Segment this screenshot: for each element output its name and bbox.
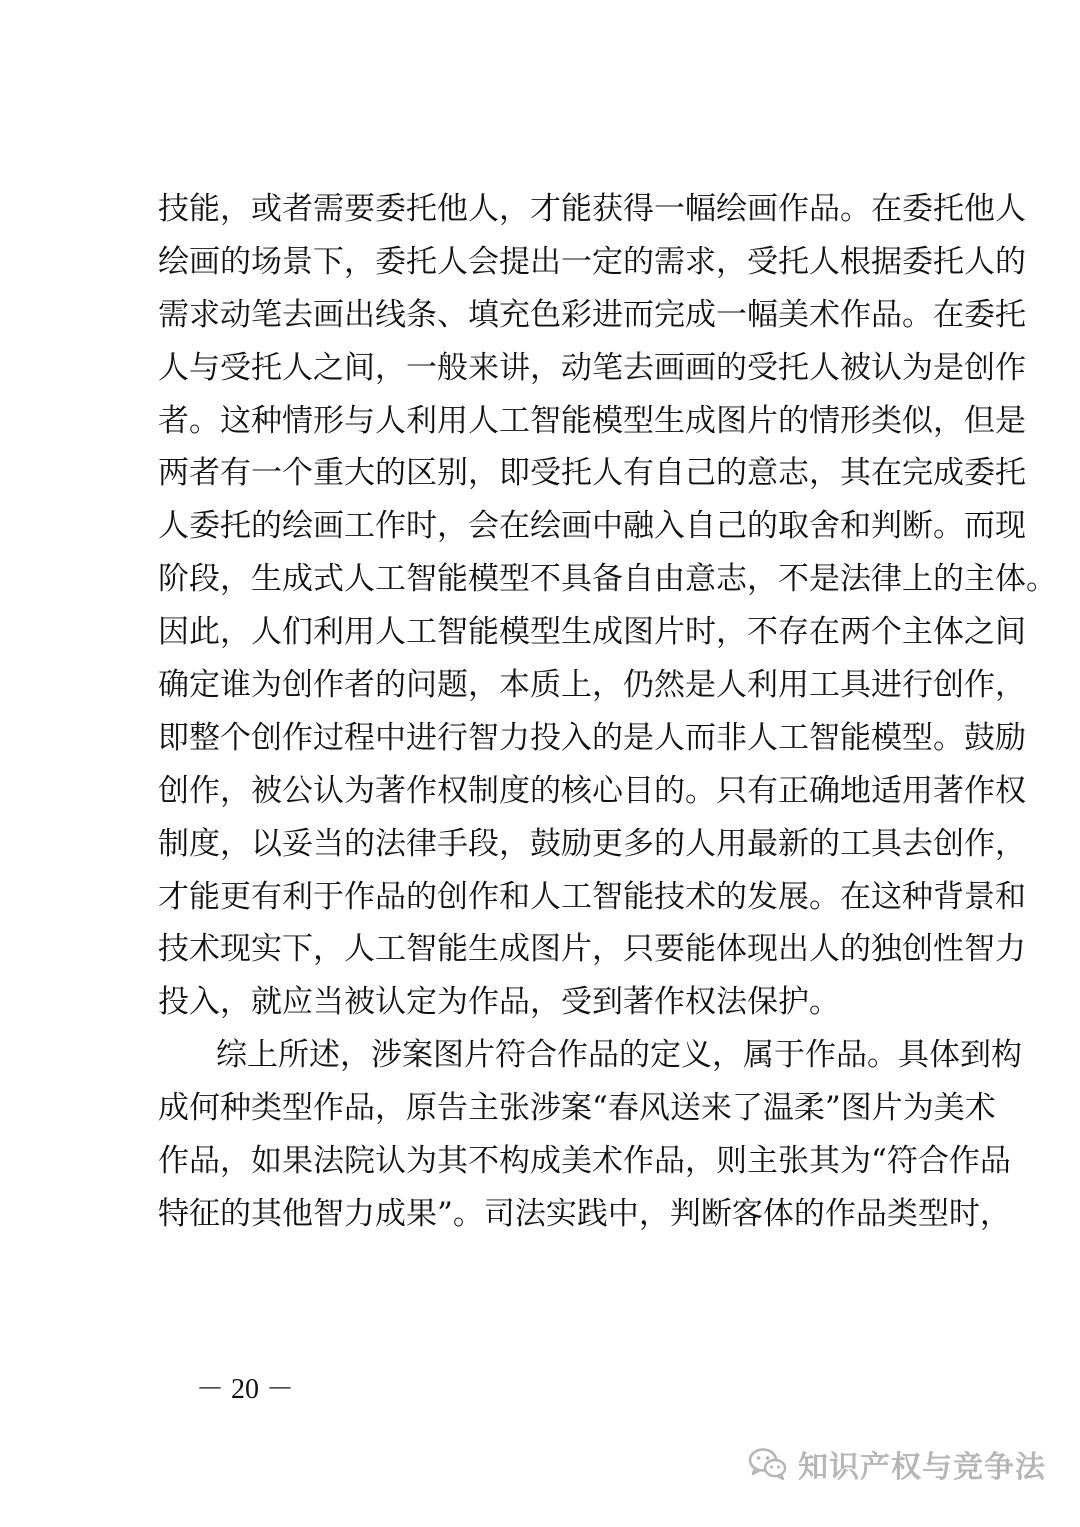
text-line: 人委托的绘画工作时，会在绘画中融入自己的取舍和判断。而现: [158, 508, 1026, 545]
text-line: 作品，如果法院认为其不构成美术作品，则主张其为“符合作品: [158, 1143, 1011, 1180]
text-line: 阶段，生成式人工智能模型不具备自由意志，不是法律上的主体。: [158, 561, 1057, 598]
page-number: － 20 －: [196, 1374, 295, 1405]
text-line: 者。这种情形与人利用人工智能模型生成图片的情形类似，但是: [158, 402, 1026, 439]
text-line: 技能，或者需要委托他人，才能获得一幅绘画作品。在委托他人: [158, 191, 1026, 227]
paragraph-first-line: 综上所述，涉案图片符合作品的定义，属于作品。具体到构: [216, 1037, 1022, 1074]
watermark: [748, 1440, 1046, 1488]
text-line: 特征的其他智力成果”。司法实践中，判断客体的作品类型时，: [158, 1195, 1011, 1232]
watermark-text: 知识产权与竞争法: [798, 1450, 1046, 1485]
wechat-icon: [748, 1447, 788, 1481]
text-line: 需求动笔去画出线条、填充色彩进而完成一幅美术作品。在委托: [158, 296, 1026, 333]
text-line: 技术现实下，人工智能生成图片，只要能体现出人的独创性智力: [158, 931, 1026, 968]
text-line: 制度，以妥当的法律手段，鼓励更多的人用最新的工具去创作，: [158, 825, 1026, 862]
text-line: 即整个创作过程中进行智力投入的是人而非人工智能模型。鼓励: [158, 719, 1026, 756]
text-line: 确定谁为创作者的问题，本质上，仍然是人利用工具进行创作，: [158, 667, 1026, 704]
text-line: 创作，被公认为著作权制度的核心目的。只有正确地适用著作权: [158, 772, 1026, 809]
body-text: [158, 183, 1057, 1241]
text-line: 才能更有利于作品的创作和人工智能技术的发展。在这种背景和: [158, 878, 1026, 915]
text-line: 投入，就应当被认定为作品，受到著作权法保护。: [158, 984, 840, 1021]
text-line: 人与受托人之间，一般来讲，动笔去画画的受托人被认为是创作: [158, 349, 1026, 386]
text-line: 两者有一个重大的区别，即受托人有自己的意志，其在完成委托: [158, 455, 1026, 492]
text-line: 绘画的场景下，委托人会提出一定的需求，受托人根据委托人的: [158, 243, 1026, 280]
text-line: 因此，人们利用人工智能模型生成图片时，不存在两个主体之间: [158, 614, 1026, 651]
text-line: 成何种类型作品，原告主张涉案“春风送来了温柔”图片为美术: [158, 1090, 996, 1127]
